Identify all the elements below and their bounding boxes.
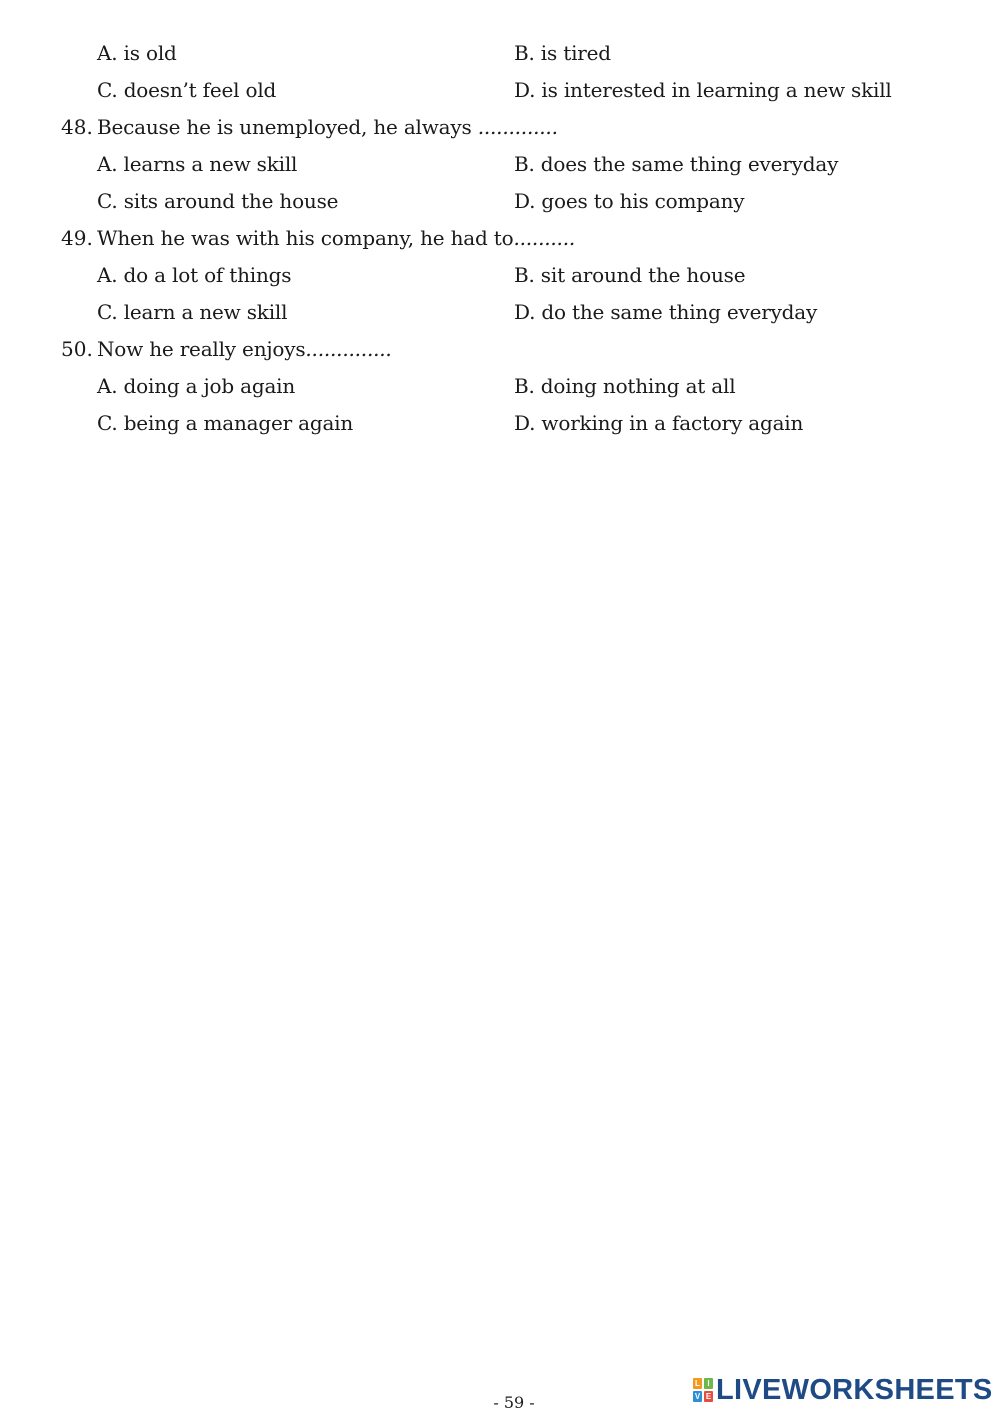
q47-option-d[interactable]: D. is interested in learning a new skill: [514, 78, 892, 102]
q50-question: [97, 337, 392, 361]
q50-stem: Now he really enjoys: [97, 337, 306, 361]
page-number: - 59 -: [493, 1393, 535, 1412]
q48-option-b[interactable]: B. does the same thing everyday: [514, 152, 839, 176]
q49-blank: ..........: [513, 226, 576, 250]
q50-number: 50.: [61, 337, 93, 361]
q49-option-d[interactable]: D. do the same thing everyday: [514, 300, 818, 324]
q50-option-b[interactable]: B. doing nothing at all: [514, 374, 736, 398]
q48-blank: .............: [477, 115, 558, 139]
q50-blank: ..............: [305, 337, 392, 361]
logo-letter-l: L: [693, 1378, 702, 1389]
logo-letter-v: V: [694, 1392, 701, 1401]
q48-number: 48.: [61, 115, 93, 139]
logo-icon: [693, 1378, 713, 1402]
q48-stem: Because he is unemployed, he always: [97, 115, 478, 139]
q49-stem: When he was with his company, he had to: [97, 226, 514, 250]
q50-option-c[interactable]: C. being a manager again: [97, 411, 354, 435]
q48-option-a[interactable]: A. learns a new skill: [97, 152, 298, 176]
q47-option-a[interactable]: A. is old: [97, 41, 177, 65]
logo-letter-e: E: [705, 1392, 712, 1401]
logo-letter-i: I: [704, 1378, 713, 1389]
q48-option-c[interactable]: C. sits around the house: [97, 189, 339, 213]
q48-option-d[interactable]: D. goes to his company: [514, 189, 745, 213]
q49-option-c[interactable]: C. learn a new skill: [97, 300, 288, 324]
q49-option-a[interactable]: A. do a lot of things: [97, 263, 292, 287]
liveworksheets-logo: [693, 1374, 993, 1406]
q49-number: 49.: [61, 226, 93, 250]
logo-text: LIVEWORKSHEETS: [716, 1373, 993, 1406]
q49-question: [97, 226, 575, 250]
q47-option-c[interactable]: C. doesn’t feel old: [97, 78, 277, 102]
q47-option-b[interactable]: B. is tired: [514, 41, 611, 65]
q50-option-d[interactable]: D. working in a factory again: [514, 411, 804, 435]
q50-option-a[interactable]: A. doing a job again: [97, 374, 296, 398]
q49-option-b[interactable]: B. sit around the house: [514, 263, 746, 287]
q48-question: [97, 115, 558, 139]
